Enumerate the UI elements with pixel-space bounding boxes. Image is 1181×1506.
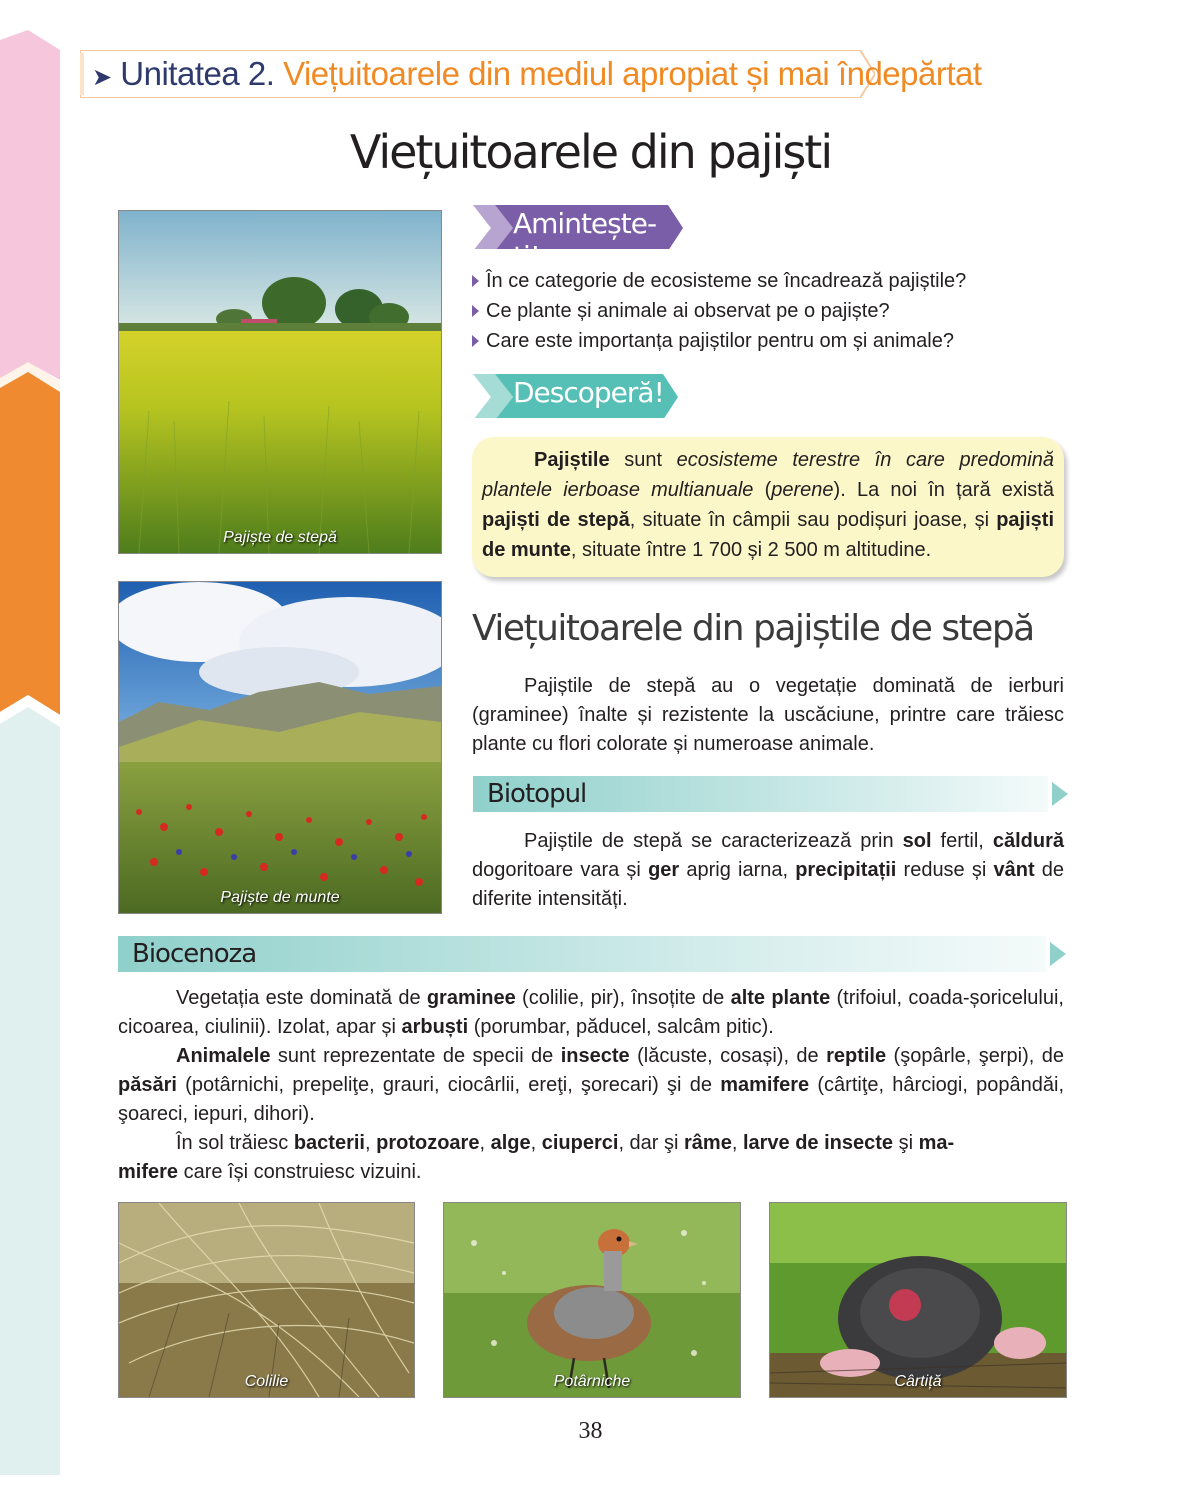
caption-potarniche: Potârniche <box>553 1373 631 1390</box>
caption-mountain: Pajiște de munte <box>220 889 340 906</box>
left-decor-strip <box>0 0 62 1506</box>
steppe-section-title: Viețuitoarele din pajiștile de stepă <box>472 608 1034 649</box>
biocenoza-para-vegetation: Vegetația este dominată de graminee (colilie, pir), însoțite de alte plante (trifoiul, coada-șoricelului, cicoarea, ciulinii). Izolat, apar și arbuști (porumbar, păducel, salcâm pitic). <box>118 987 1064 1038</box>
page-number: 38 <box>578 1418 603 1444</box>
biocenoza-label: Biocenoza <box>132 939 257 969</box>
steppe-intro: Pajiștile de stepă au o vegetație dominată de ierburi (graminee) înalte și rezistente la uscăciune, printre care trăiesc plante cu flori colorate și numeroase animale. <box>472 675 1064 755</box>
unit-heading <box>92 54 982 98</box>
question-item: Care este importanța pajiștilor pentru om și animale? <box>472 326 966 356</box>
question-item: Ce plante și animale ai observat pe o pajiște? <box>472 296 966 326</box>
biotop-label: Biotopul <box>487 779 587 809</box>
biocenoza-text <box>118 984 1064 1187</box>
biotop-text: Pajiștile de stepă se caracterizează prin sol fertil, căldură dogoritoare vara și ger aprig iarna, precipitații reduse și vânt de diferite intensități. <box>472 830 1065 910</box>
remember-questions <box>472 266 966 356</box>
colilie-image <box>119 1203 414 1397</box>
page-title: Viețuitoarele din pajiști <box>349 125 832 179</box>
photo-mountain-meadow <box>118 581 442 914</box>
arrow-right-icon: ➤ <box>92 64 112 91</box>
caption-steppe: Pajiște de stepă <box>223 529 337 546</box>
unit-label: Unitatea 2. <box>120 55 275 92</box>
caption-cartita: Cârtiță <box>894 1373 942 1390</box>
remember-tag <box>473 205 683 273</box>
photo-colilie <box>118 1202 415 1398</box>
discover-tag <box>473 374 678 418</box>
photo-steppe-meadow <box>118 210 442 554</box>
mountain-meadow-image <box>119 582 441 913</box>
caption-colilie: Colilie <box>244 1373 289 1390</box>
question-item: În ce categorie de ecosisteme se încadrează pajiștile? <box>472 266 966 296</box>
photo-cartita <box>769 1202 1067 1398</box>
photo-potarniche <box>443 1202 741 1398</box>
remember-label: Amintește-ți! <box>513 207 657 273</box>
unit-title: Viețuitoarele din mediul apropiat și mai îndepărtat <box>283 55 982 92</box>
partridge-image <box>444 1203 740 1397</box>
biotop-bar <box>473 776 1048 812</box>
steppe-meadow-image <box>119 211 441 553</box>
term-pajistile: Pajiștile <box>534 449 610 471</box>
definition-box <box>472 437 1064 577</box>
biocenoza-para-soil: În sol trăiesc bacterii, protozoare, alge, ciuperci, dar şi râme, larve de insecte şi ma- mifere care își construiesc vizuini. <box>118 1132 955 1183</box>
definition-text: Pajiștile sunt ecosisteme terestre în care predomină plantele ierboase multianuale (perene). La noi în țară există pajiști de stepă, situate în câmpii sau podișuri joase, și pajiști de munte, situate între 1 700 și 2 500 m altitudine. <box>482 449 1054 561</box>
biocenoza-para-animals: Animalele sunt reprezentate de specii de insecte (lăcuste, cosași), de reptile (şopârle, şerpi), de păsări (potârnichi, prepeliţe, grauri, ciocârlii, ereţi, şorecari) şi de mamifere (cârtiţe, hârciogi, popândăi, şoareci, iepuri, dihori). <box>118 1045 1065 1125</box>
discover-label: Descoperă! <box>513 376 664 409</box>
biocenoza-bar <box>118 936 1046 972</box>
mole-image <box>770 1203 1066 1397</box>
